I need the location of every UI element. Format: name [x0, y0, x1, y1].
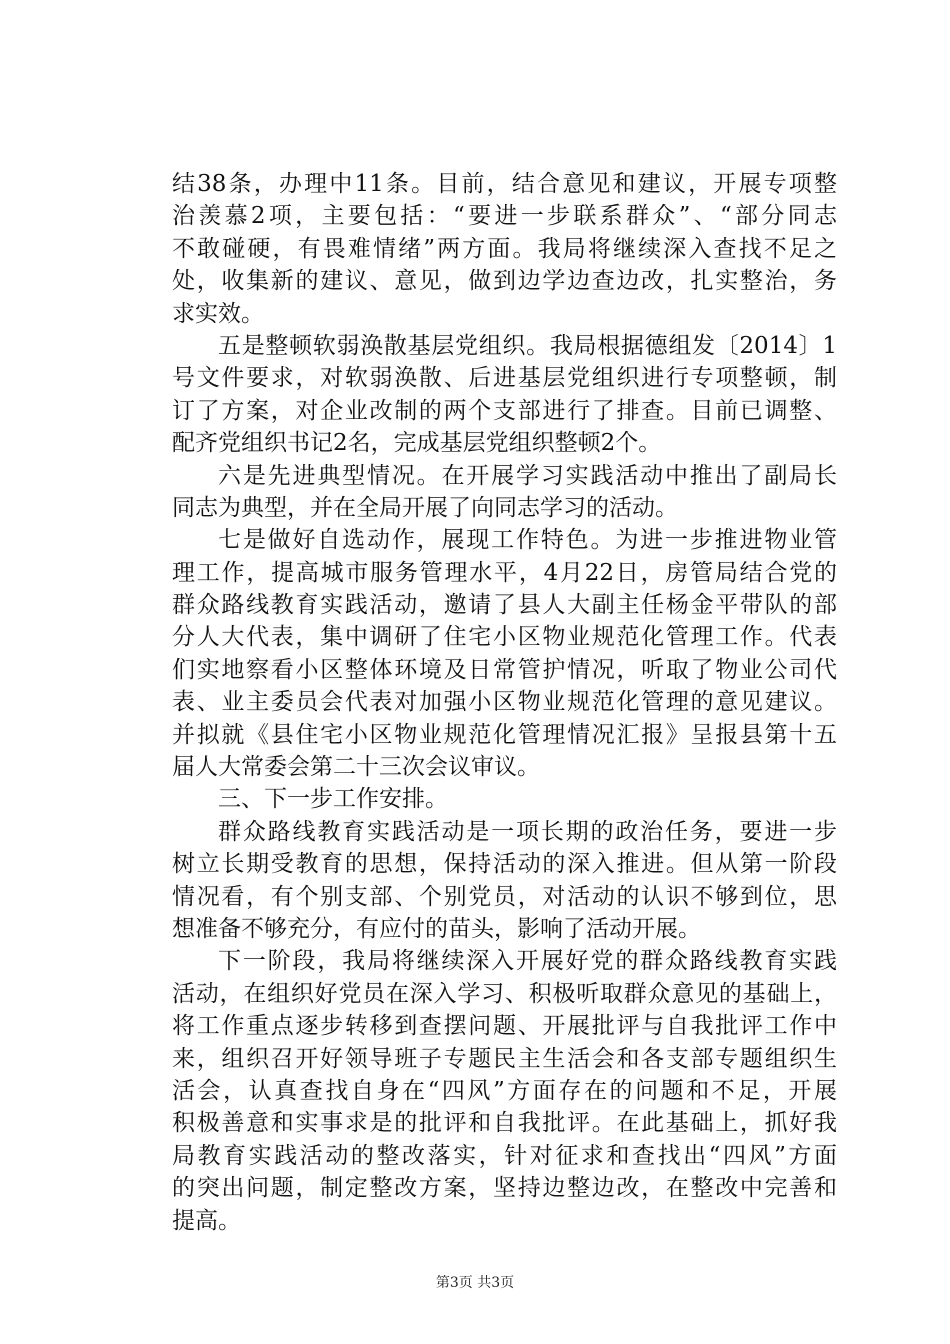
text-line: 积极善意和实事求是的批评和自我批评。在此基础上，抓好我	[172, 1110, 837, 1137]
text-line: 们实地察看小区整体环境及日常管护情况，听取了物业公司代	[172, 656, 837, 683]
text-line: 求实效。	[172, 300, 264, 327]
text-line: 理工作，提高城市服务管理水平，4月22日，房管局结合党的	[172, 559, 837, 586]
text-line: 想准备不够充分，有应付的苗头，影响了活动开展。	[172, 915, 701, 942]
text-line: 号文件要求，对软弱涣散、后进基层党组织进行专项整顿，制	[172, 365, 837, 392]
text-line: 同志为典型，并在全局开展了向同志学习的活动。	[172, 494, 678, 521]
text-line: 将工作重点逐步转移到查摆问题、开展批评与自我批评工作中	[172, 1013, 837, 1040]
text-line: 活会，认真查找自身在“四风”方面存在的问题和不足，开展	[172, 1077, 837, 1104]
text-line: 分人大代表，集中调研了住宅小区物业规范化管理工作。代表	[172, 624, 837, 651]
text-line: 届人大常委会第二十三次会议审议。	[172, 754, 540, 781]
text-line: 订了方案，对企业改制的两个支部进行了排查。目前已调整、	[172, 397, 837, 424]
text-line: 五是整顿软弱涣散基层党组织。我局根据德组发〔2014〕1	[218, 332, 837, 359]
text-line: 结38条，办理中11条。目前，结合意见和建议，开展专项整	[172, 171, 837, 197]
text-line: 树立长期受教育的思想，保持活动的深入推进。但从第一阶段	[172, 851, 837, 878]
text-line: 下一阶段，我局将继续深入开展好党的群众路线教育实践	[218, 948, 837, 975]
text-line: 表、业主委员会代表对加强小区物业规范化管理的意见建议。	[172, 689, 837, 716]
text-line: 处，收集新的建议、意见，做到边学边查边改，扎实整治，务	[172, 268, 837, 295]
text-line: 提高。	[172, 1207, 241, 1234]
text-line: 情况看，有个别支部、个别党员，对活动的认识不够到位，思	[172, 883, 837, 910]
text-line: 并拟就《县住宅小区物业规范化管理情况汇报》呈报县第十五	[172, 721, 837, 748]
text-line: 配齐党组织书记2名，完成基层党组织整顿2个。	[172, 430, 662, 457]
text-line: 治羡慕2项，主要包括：“要进一步联系群众”、“部分同志	[172, 203, 837, 230]
document-body	[172, 168, 837, 1237]
text-line: 不敢碰硬，有畏难情绪”两方面。我局将继续深入查找不足之	[172, 235, 837, 262]
text-line: 六是先进典型情况。在开展学习实践活动中推出了副局长	[218, 462, 837, 489]
text-line: 局教育实践活动的整改落实，针对征求和查找出“四风”方面	[172, 1142, 837, 1169]
text-line: 群众路线教育实践活动是一项长期的政治任务，要进一步	[218, 818, 837, 845]
text-line: 活动，在组织好党员在深入学习、积极听取群众意见的基础上，	[172, 980, 837, 1007]
text-line: 三、下一步工作安排。	[218, 786, 448, 813]
text-line: 七是做好自选动作，展现工作特色。为进一步推进物业管	[218, 527, 837, 554]
page-footer: 第3页 共3页	[435, 1275, 515, 1291]
text-line: 群众路线教育实践活动，邀请了县人大副主任杨金平带队的部	[172, 592, 837, 619]
text-line: 来，组织召开好领导班子专题民主生活会和各支部专题组织生	[172, 1045, 837, 1072]
text-line: 的突出问题，制定整改方案，坚持边整边改，在整改中完善和	[172, 1175, 837, 1202]
